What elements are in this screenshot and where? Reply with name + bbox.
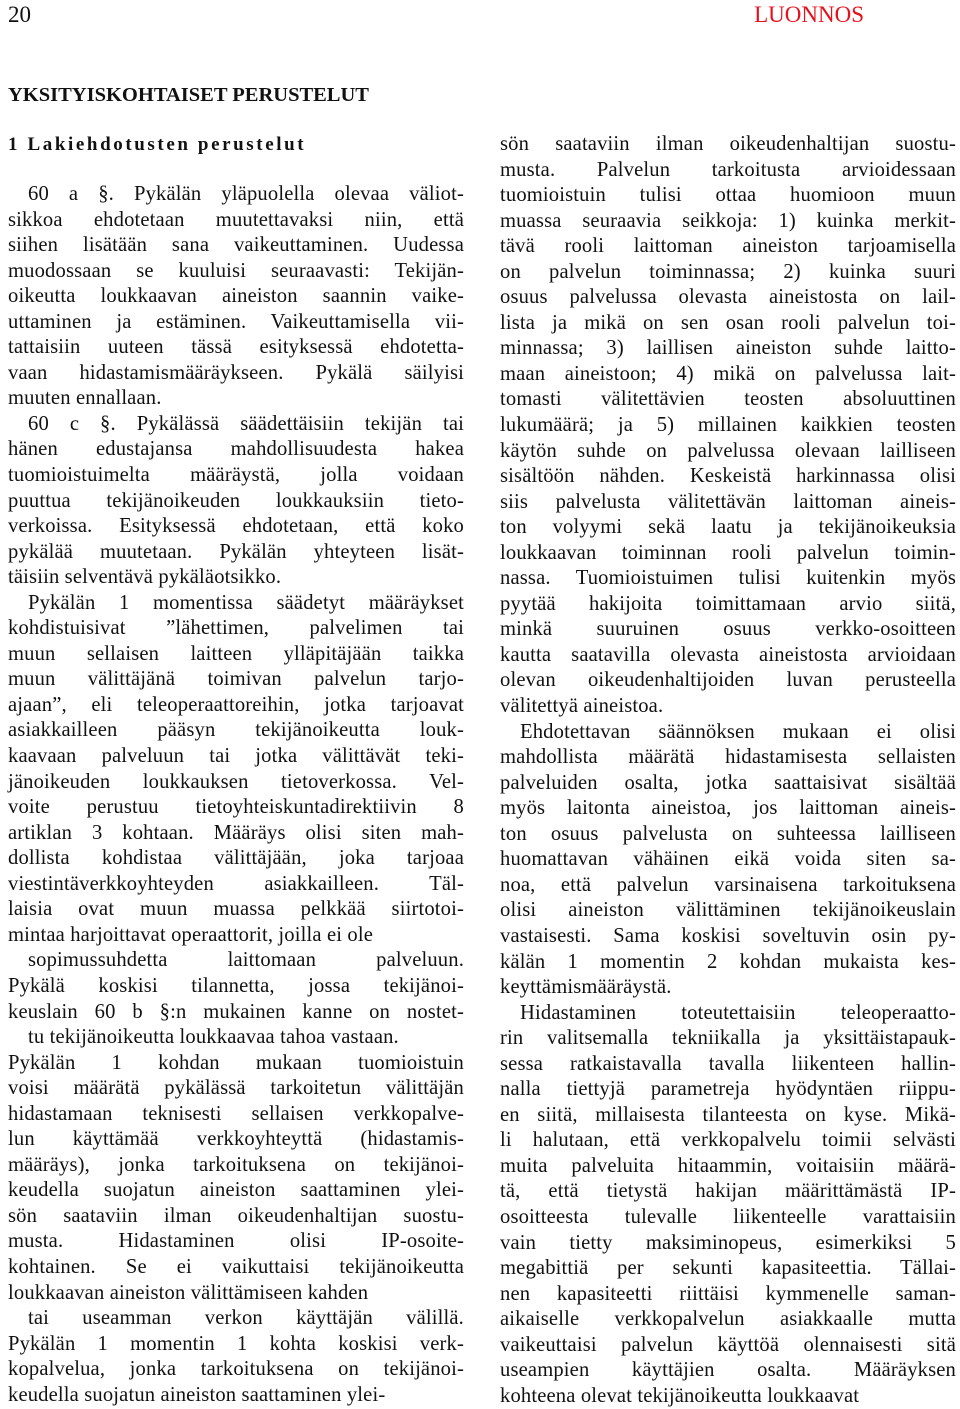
- text-line: sön saataviin ilman oikeudenhaltijan suostu-: [500, 133, 956, 155]
- text-line: lukumäärä; ja 5) millainen kaikkien teosten: [500, 414, 956, 437]
- section-heading: YKSITYISKOHTAISET PERUSTELUT: [8, 84, 369, 106]
- text-line: musta. Palvelun tarkoitusta arvioidessaan: [500, 158, 956, 181]
- text-line: vaikeuttaisi palvelun käyttöä olennaisesti sitä: [500, 1333, 956, 1356]
- text-line: Pykälän 1 momentissa säädetyt määräykset: [28, 591, 464, 614]
- text-line: 60 a §. Pykälän yläpuolella olevaa väliot-: [28, 183, 464, 205]
- text-line: muuten ennallaan.: [8, 387, 162, 410]
- text-line: muassa seuraavia seikkoja: 1) kuinka merkit-: [500, 209, 956, 232]
- text-line: kälän 1 momentin 2 kohdan mukaista kes-: [500, 950, 956, 973]
- text-line: puuttua tekijänoikeuden loukkauksiin tieto-: [8, 489, 464, 512]
- text-line: ton osuus palvelusta on suhteessa lailliseen: [500, 822, 956, 845]
- text-line: tomasti välitettävien teosten absoluuttinen: [500, 388, 956, 411]
- text-line: mintaa harjoittavat operaattorit, joilla ei ole: [8, 923, 374, 946]
- text-line: vastaisesti. Sama koskisi soveltuvin osin py-: [500, 924, 956, 947]
- text-line: keudella suojatun aineiston saattaminen ylei-: [8, 1179, 464, 1202]
- text-line: loukkaavan toiminnan rooli palvelun toimin-: [500, 541, 956, 564]
- text-line: palveluiden osalta, jotka saattaisivat sisältää: [500, 771, 956, 794]
- text-line: useampien käyttäjien osalta. Määräyksen: [500, 1359, 956, 1382]
- text-line: nen kapasiteetti riittäisi kymmenelle saman-: [500, 1282, 956, 1305]
- text-line: verkoissa. Esityksessä ehdotetaan, että koko: [8, 515, 464, 538]
- text-line: kaavaan palveluun tai jotka välittävät teki-: [8, 745, 464, 768]
- text-line: 60 c §. Pykälässä säädettäisiin tekijän tai: [28, 412, 464, 435]
- text-line: keudella suojatun aineiston saattaminen ylei-: [8, 1383, 386, 1406]
- text-line: siihen lisätään sana vaikeuttaminen. Uudessa: [8, 234, 464, 257]
- text-line: maan aineistoon; 4) mikä on palvelussa lait-: [500, 362, 956, 385]
- text-line: nassa. Tuomioistuimen tulisi kuitenkin myös: [500, 567, 956, 590]
- text-line: musta. Hidastaminen olisi IP-osoite-: [8, 1230, 464, 1253]
- text-line: sisältöön nähden. Keskeistä harkinnassa olisi: [500, 465, 956, 488]
- text-line: voite perustuu tietoyhteiskuntadirektiivin 8: [8, 796, 464, 819]
- text-line: keyttämismääräystä.: [500, 976, 672, 999]
- text-line: täisiin selventävä pykäläotsikko.: [8, 566, 282, 589]
- page-number: 20: [8, 2, 31, 27]
- text-line: Hidastaminen toteutettaisiin teleoperaatto-: [520, 1001, 956, 1024]
- text-line: ajaan”, eli teleoperaattoreihin, jotka tarjoavat: [8, 693, 464, 716]
- text-line: kohtainen. Se ei vaikuttaisi tekijänoikeutta: [8, 1255, 464, 1278]
- left-column: [8, 182, 464, 1408]
- text-line: minkä suuruinen osuus verkko-osoitteen: [500, 618, 956, 641]
- text-line: mahdollista määrätä hidastamisesta sellaisten: [500, 746, 956, 769]
- text-line: nalla tiettyjä parametreja hyödyntäen riippu-: [500, 1078, 956, 1101]
- draft-label: LUONNOS: [754, 2, 864, 27]
- text-line: olisi aineiston välittäminen tekijänoikeuslain: [500, 899, 956, 922]
- text-line: tuomioistuin tulisi ottaa huomioon muun: [500, 184, 956, 207]
- text-line: vaan hidastamismääräykseen. Pykälä säilyisi: [8, 361, 464, 384]
- text-line: megabittiä per sekunti kapasiteettia. Tällai-: [500, 1257, 956, 1280]
- text-line: en siitä, millaisesta tilanteesta on kyse. Mikä-: [500, 1103, 956, 1126]
- text-line: vain tietty maksiminopeus, esimerkiksi 5: [500, 1231, 956, 1254]
- text-line: Pykälä koskisi tilannetta, jossa tekijänoi-: [8, 974, 464, 997]
- text-line: tä, että tietystä hakijan määrittämästä IP-: [500, 1180, 956, 1203]
- text-line: sopimussuhdetta laittomaan palveluun.: [28, 949, 464, 972]
- text-line: Ehdotettavan säännöksen mukaan ei olisi: [520, 720, 956, 743]
- text-line: aikaiselle verkkopalvelun asiakkaalle mutta: [500, 1308, 956, 1331]
- text-line: Pykälän 1 kohdan mukaan tuomioistuin: [8, 1051, 464, 1074]
- text-line: kautta saatavilla olevasta aineistosta arvioidaan: [500, 643, 956, 666]
- text-line: muodossaan se kuuluisi seuraavasti: Tekijän-: [8, 259, 464, 282]
- text-line: pykälää muutetaan. Pykälän yhteyteen lisät-: [8, 540, 464, 563]
- text-line: on palvelun toiminnassa; 2) kuinka suuri: [500, 260, 956, 283]
- text-line: käytön suhde on palvelussa olevaan lailliseen: [500, 439, 956, 462]
- text-line: jänoikeuden loukkauksen tietoverkossa. Vel-: [8, 770, 464, 793]
- text-line: tattaisiin uuteen tässä esityksessä ehdotetta-: [8, 336, 464, 359]
- text-line: pyytää hakijoita toimittamaan arvio siitä,: [500, 592, 956, 615]
- text-line: uttaminen ja estäminen. Vaikeuttamisella vii-: [8, 310, 464, 333]
- text-line: kopalvelua, jonka tarkoituksena on tekijänoi-: [8, 1358, 464, 1381]
- text-line: huomattavan vähäinen eikä voida siten sa-: [500, 848, 956, 871]
- text-line: muun välittäjänä toimivan palvelun tarjo-: [8, 668, 464, 691]
- text-line: rin valitsemalla tekniikalla ja yksittäistapauk-: [500, 1027, 956, 1050]
- text-line: muita palveluita hitaammin, voitaisiin määrä-: [500, 1154, 956, 1177]
- text-line: artiklan 3 kohtaan. Määräys olisi siten mah-: [8, 821, 464, 844]
- text-line: siis palvelusta välitettävän laittoman aineis-: [500, 490, 956, 513]
- text-line: myös laitonta aineistoa, jos laittoman aineis-: [500, 797, 956, 820]
- text-line: hänen edustajansa mahdollisuudesta hakea: [8, 438, 464, 461]
- text-line: tävä rooli laittoman aineiston tarjoamisella: [500, 235, 956, 258]
- text-line: sikkoa ehdotetaan muutettavaksi niin, että: [8, 208, 464, 231]
- text-line: lun käyttämää verkkoyhteyttä (hidastamis-: [8, 1128, 464, 1151]
- text-line: laisia ovat muun muassa pelkkää siirtotoi-: [8, 898, 464, 921]
- text-line: dollista kohdistaa välittäjään, joka tarjoaa: [8, 847, 464, 870]
- text-line: osuus palvelussa olevasta aineistosta on lail-: [500, 286, 956, 309]
- text-line: voisi määrätä pykälässä tarkoitetun välittäjän: [8, 1077, 464, 1100]
- text-line: li halutaan, että verkkopalvelu toimii selvästi: [500, 1129, 956, 1152]
- sub-heading: 1 Lakiehdotusten perustelut: [8, 134, 307, 155]
- text-line: hidastamaan teknisesti sellaisen verkkopalve-: [8, 1102, 464, 1125]
- text-line: osoitteesta tulevalle liikenteelle varattaisiin: [500, 1205, 956, 1228]
- text-line: kohteena olevat tekijänoikeutta loukkaavat: [500, 1384, 860, 1407]
- text-line: muun sellaisen laitteen ylläpitäjään taikka: [8, 642, 464, 665]
- text-line: viestintäverkkoyhteyden asiakkailleen. Täl-: [8, 872, 464, 895]
- text-line: sön saataviin ilman oikeudenhaltijan suostu-: [8, 1204, 464, 1227]
- text-line: loukkaavan aineiston välittämiseen kahden: [8, 1281, 369, 1304]
- text-line: tai useamman verkon käyttäjän välillä.: [28, 1307, 464, 1330]
- text-line: minnassa; 3) laillisen aineiston suhde laitto-: [500, 337, 956, 360]
- text-line: tu tekijänoikeutta loukkaavaa tahoa vastaan.: [28, 1026, 399, 1049]
- text-line: kohdistuisivat ”lähettimen, palvelimen tai: [8, 617, 464, 640]
- text-line: tuomioistuimelta määräystä, jolla voidaan: [8, 464, 464, 487]
- text-line: sessa ratkaistavalla tavalla liikenteen hallin-: [500, 1052, 956, 1075]
- text-line: keuslain 60 b §:n mukainen kanne on nostet-: [8, 1000, 464, 1023]
- text-line: lista ja mikä on sen osan rooli palvelun toi-: [500, 311, 956, 334]
- text-line: ton volyymi sekä laatu ja tekijänoikeuksia: [500, 516, 956, 539]
- text-line: välitettyä aineistoa.: [500, 695, 664, 718]
- text-line: Pykälän 1 momentin 1 kohta koskisi verk-: [8, 1332, 464, 1355]
- text-line: asiakkailleen pääsyn tekijänoikeutta louk-: [8, 719, 464, 742]
- text-line: noa, että palvelun varsinaisena tarkoituksena: [500, 873, 956, 896]
- text-line: olevan oikeudenhaltijoiden luvan perusteella: [500, 669, 956, 692]
- text-line: oikeutta loukkaavan aineiston saannin vaike-: [8, 285, 464, 308]
- right-column: [500, 132, 956, 1409]
- text-line: määräys), jonka tarkoituksena on tekijänoi-: [8, 1153, 464, 1176]
